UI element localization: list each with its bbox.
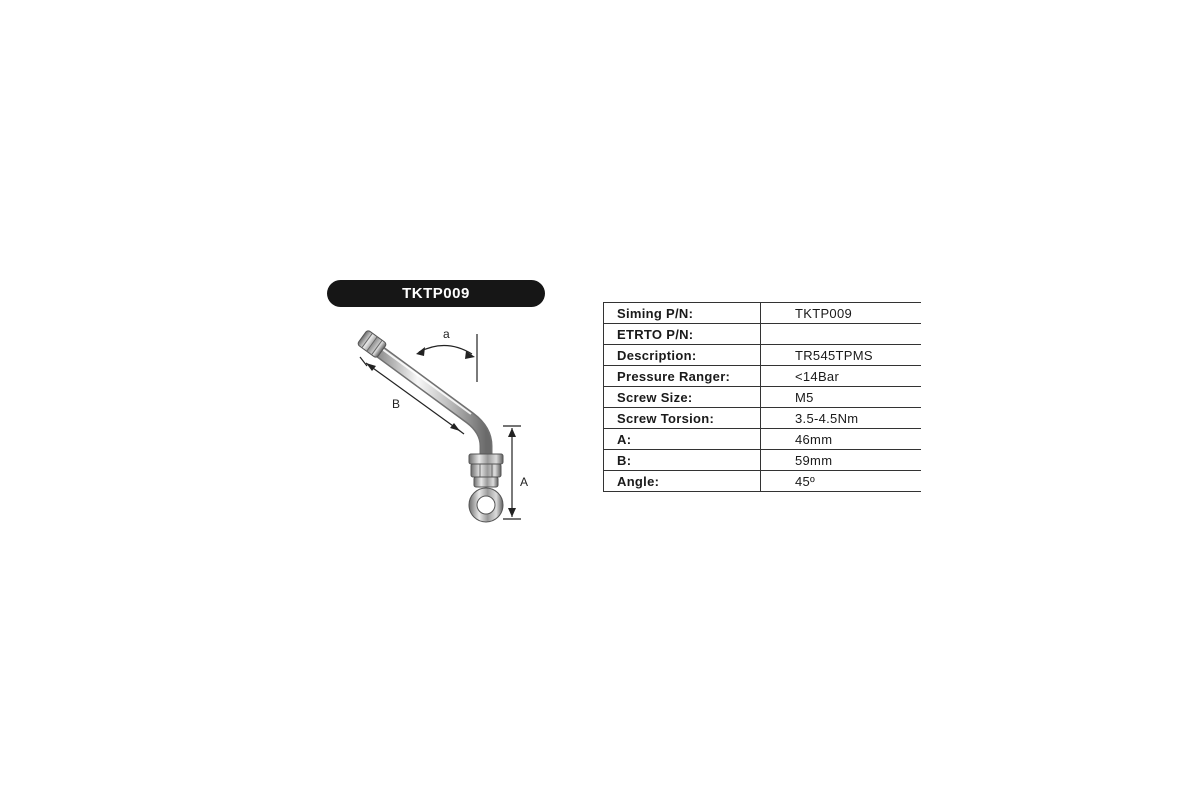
spec-label: Description:	[604, 345, 761, 366]
valve-nut	[469, 454, 503, 487]
spec-label: Angle:	[604, 471, 761, 492]
spec-value: 59mm	[761, 450, 922, 471]
spec-value	[761, 324, 922, 345]
spec-value: 3.5-4.5Nm	[761, 408, 922, 429]
spec-row	[604, 450, 922, 471]
angle-label: a	[443, 327, 450, 341]
spec-label: Siming P/N:	[604, 303, 761, 324]
spec-label: Screw Torsion:	[604, 408, 761, 429]
spec-value: TKTP009	[761, 303, 922, 324]
spec-row	[604, 429, 922, 450]
spec-label: Pressure Ranger:	[604, 366, 761, 387]
spec-row	[604, 324, 922, 345]
length-b-label: B	[392, 397, 401, 411]
product-title-badge: TKTP009	[327, 280, 545, 307]
spec-row	[604, 408, 922, 429]
spec-label: Screw Size:	[604, 387, 761, 408]
length-a-label: A	[520, 475, 529, 489]
spec-row	[604, 387, 922, 408]
spec-row	[604, 366, 922, 387]
spec-label: A:	[604, 429, 761, 450]
spec-label: B:	[604, 450, 761, 471]
spec-row	[604, 471, 922, 492]
spec-value: 46mm	[761, 429, 922, 450]
spec-value: 45º	[761, 471, 922, 492]
spec-row	[604, 345, 922, 366]
spec-value: TR545TPMS	[761, 345, 922, 366]
valve-eyelet	[469, 488, 503, 522]
spec-row	[604, 303, 922, 324]
spec-value: M5	[761, 387, 922, 408]
spec-label: ETRTO P/N:	[604, 324, 761, 345]
spec-table	[603, 302, 921, 492]
spec-value: <14Bar	[761, 366, 922, 387]
